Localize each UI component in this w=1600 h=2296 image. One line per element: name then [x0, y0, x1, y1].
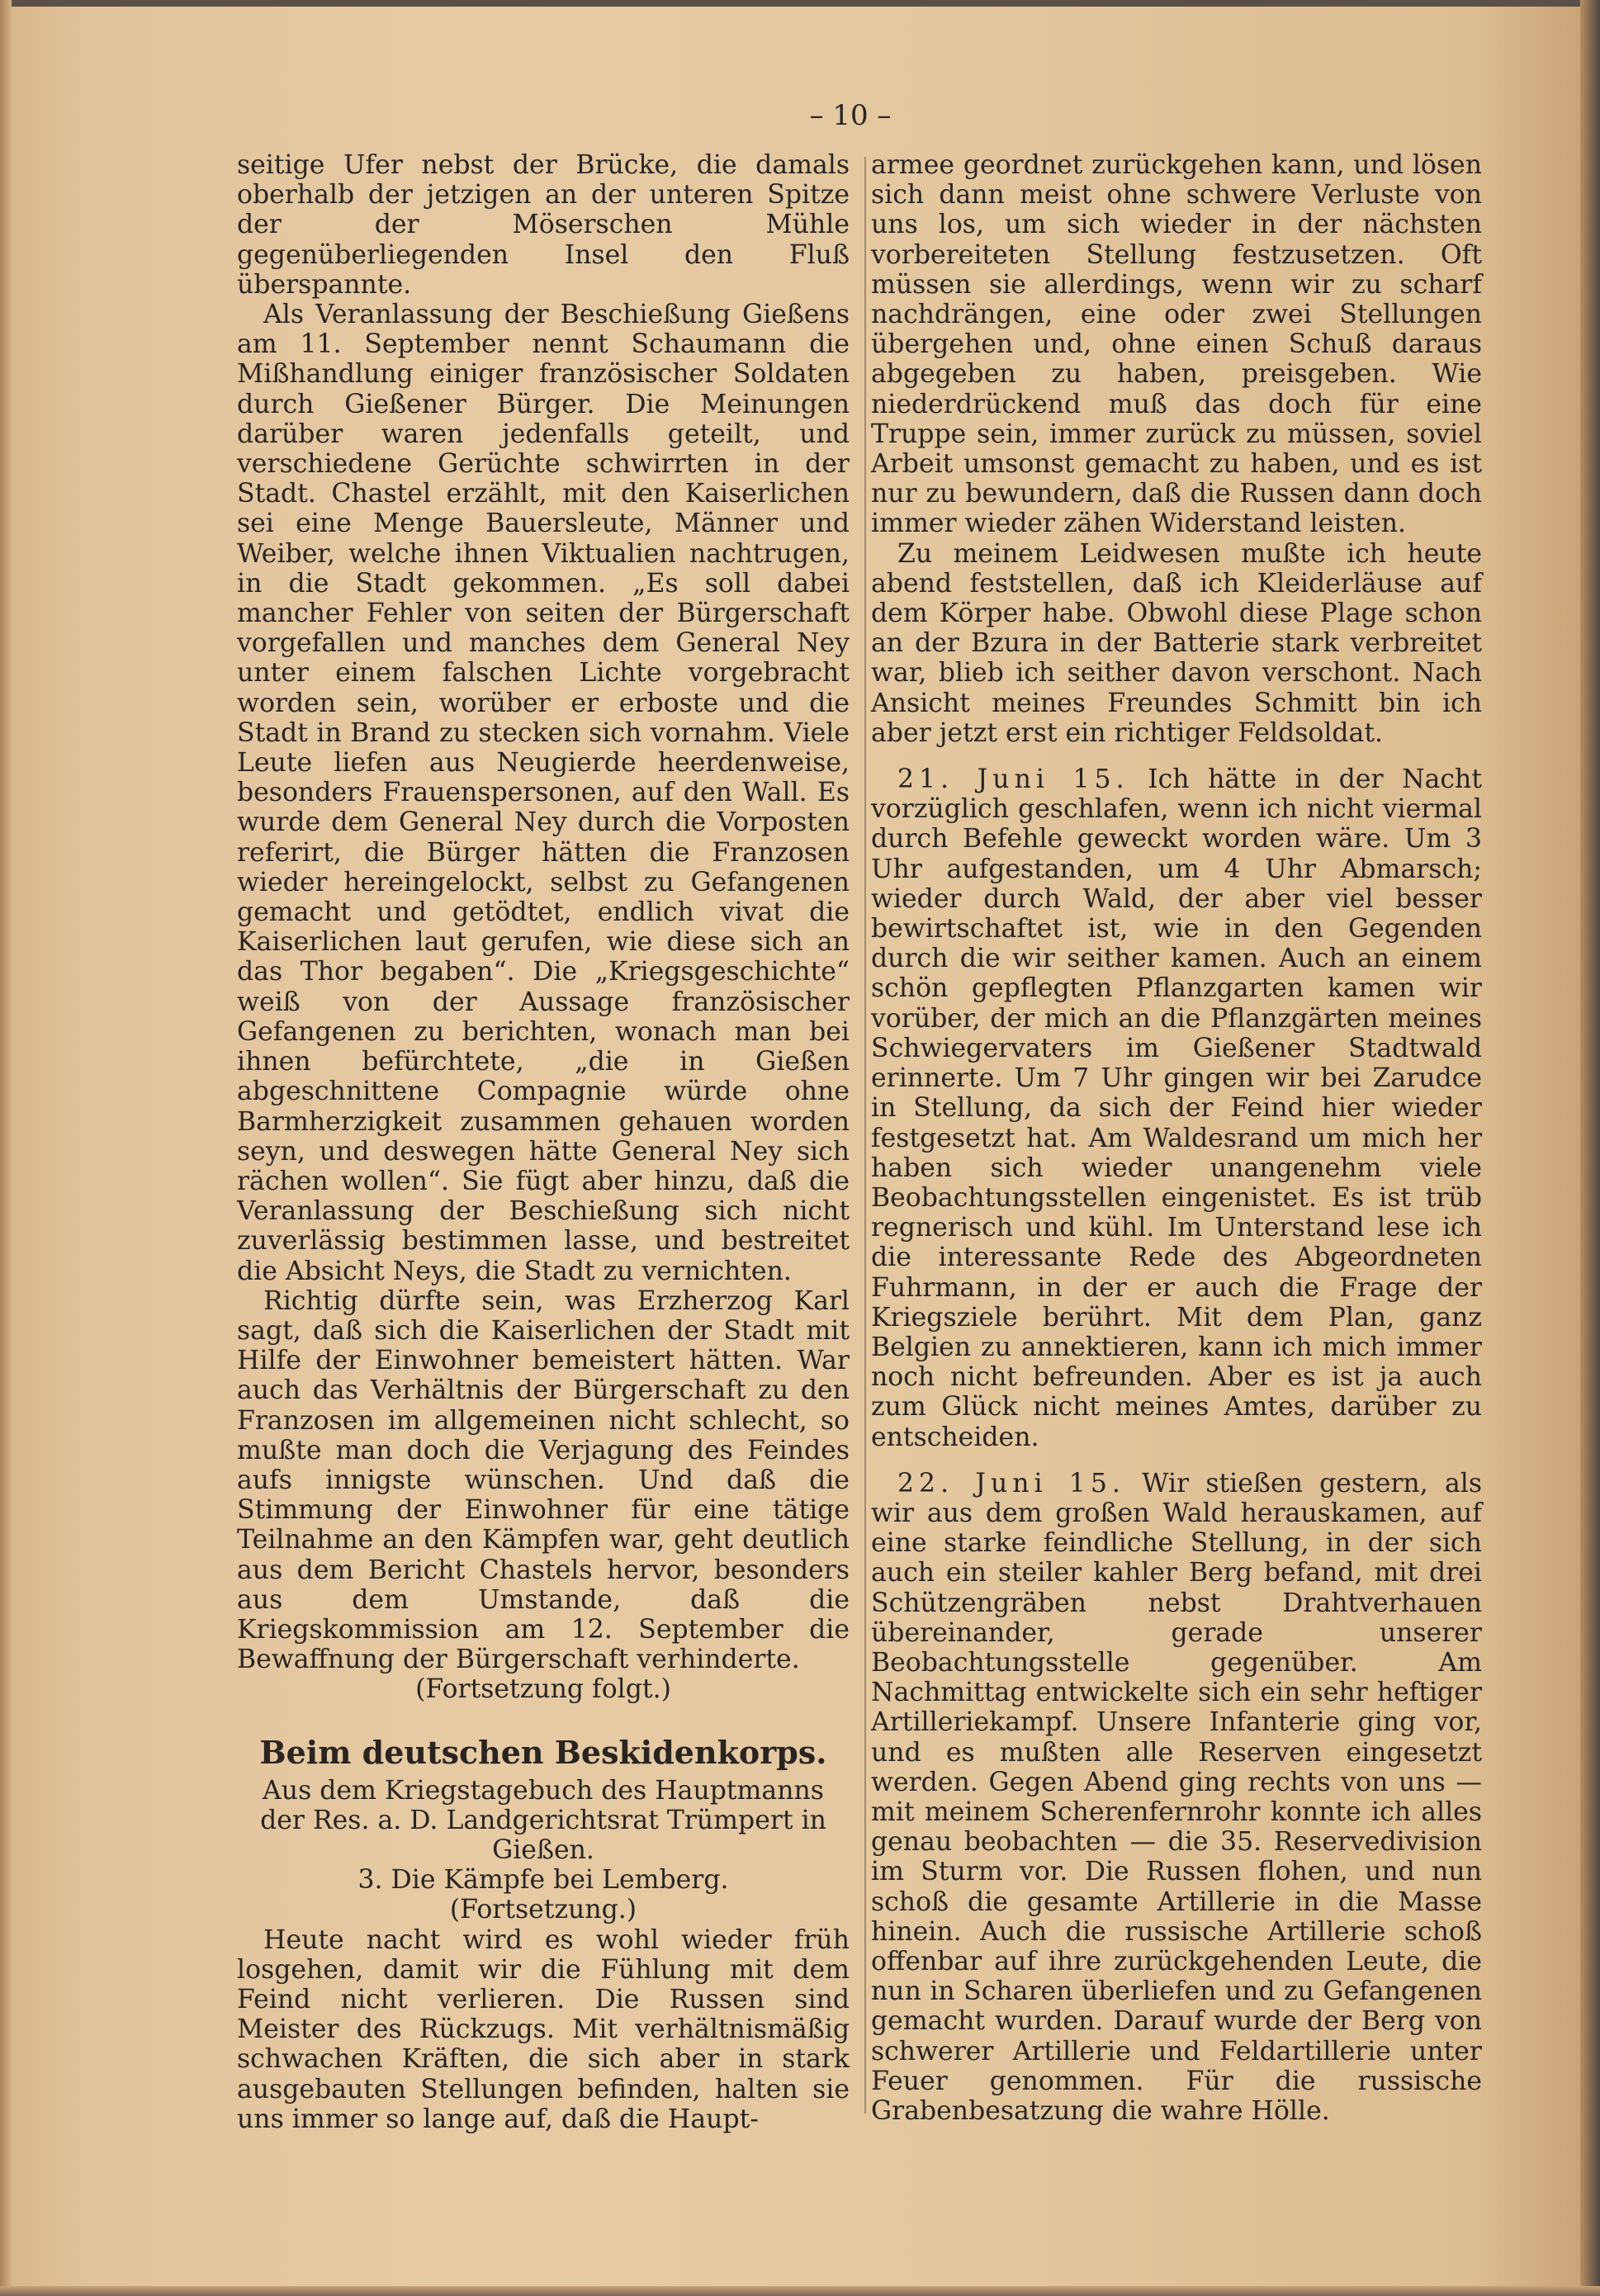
right-column	[871, 150, 1482, 2126]
right-paragraph-1: armee geordnet zurückgehen kann, und lösen sich dann meist ohne schwere Verluste von uns los, um sich wieder in der nächsten vorbereiteten Stellung festzusetzen. Oft müssen sie allerdings, wenn wir zu scharf nachdrängen, eine oder zwei Stellungen übergehen und, ohne einen Schuß daraus abgegeben zu haben, preisgeben. Wie niederdrückend muß das doch für eine Truppe sein, immer zurück zu müssen, soviel Arbeit umsonst gemacht zu haben, und es ist nur zu bewundern, daß die Russen dann doch immer wieder zähen Widerstand leisten.	[871, 150, 1482, 539]
left-paragraph-3: Richtig dürfte sein, was Erzherzog Karl sagt, daß sich die Kaiserlichen der Stadt mit Hilfe der Einwohner bemeistert hätten. War auch das Verhältnis der Bürgerschaft zu den Franzosen im allgemeinen nicht schlecht, so mußte man doch die Verjagung des Feindes aufs innigste wünschen. Und daß die Stimmung der Einwohner für eine tätige Teilnahme an den Kämpfen war, geht deutlich aus dem Bericht Chastels hervor, besonders aus dem Umstande, daß die Kriegskommission am 12. September die Bewaffnung der Bürgerschaft verhinderte.	[237, 1285, 850, 1675]
left-paragraph-2: Als Veranlassung der Beschießung Gießens am 11. September nennt Schaumann die Mißhandlung einiger französischer Soldaten durch Gießener Bürger. Die Meinungen darüber waren jedenfalls geteilt, und verschiedene Gerüchte schwirrten in der Stadt. Chastel erzählt, mit den Kaiserlichen sei eine Menge Bauersleute, Männer und Weiber, welche ihnen Viktualien nachtrugen, in die Stadt gekommen. „Es soll dabei mancher Fehler von seiten der Bürgerschaft vorgefallen und manches dem General Ney unter einem falschen Lichte vorgebracht worden sein, worüber er erboste und die Stadt in Brand zu stecken sich vornahm. Viele Leute liefen aus Neugierde heerdenweise, besonders Frauenspersonen, auf den Wall. Es wurde dem General Ney durch die Vorposten referirt, die Bürger hätten die Franzosen wieder hereingelockt, selbst zu Gefangenen gemacht und getödtet, endlich vivat die Kaiserlichen laut gerufen, wie diese sich an das Thor begaben“. Die „Kriegsgeschichte“ weiß von der Aussage französischer Gefangenen zu berichten, wonach man bei ihnen befürchtete, „die in Gießen abgeschnittene Compagnie würde ohne Barmherzigkeit zusammen gehauen worden seyn, und deswegen hätte General Ney sich rächen wollen“. Sie fügt aber hinzu, daß die Veranlassung der Beschießung sich nicht zuverlässig bestimmen lasse, und bestreitet die Absicht Neys, die Stadt zu vernichten.	[237, 300, 850, 1286]
diary-entry-21-june	[871, 765, 1482, 1452]
diary-text-22-june: Wir stießen gestern, als wir aus dem großen Wald herauskamen, auf eine starke feindliche Stellung, in der sich auch ein steiler kahler Berg befand, mit drei Schützengräben nebst Drahtverhauen übereinander, gerade unserer Beobachtungsstelle gegenüber. Am Nachmittag entwickelte sich ein sehr heftiger Artilleriekampf. Unsere Infanterie ging vor, und es mußten alle Reserven eingesetzt werden. Gegen Abend ging rechts von uns — mit meinem Scherenfernrohr konnte ich alles genau beobachten — die 35. Reservedivision im Sturm vor. Die Russen flohen, und nun schoß die gesamte Artillerie in die Masse hinein. Auch die russische Artillerie schoß offenbar auf ihre zurückgehenden Leute, die nun in Scharen überliefen und zu Gefangenen gemacht wurden. Darauf wurde der Berg von schwerer Artillerie und Feldartillerie unter Feuer genommen. Für die russische Grabenbesatzung die wahre Hölle.	[871, 1468, 1482, 2126]
section-continuation: (Fortsetzung.)	[449, 1895, 637, 1925]
column-divider	[864, 157, 866, 2114]
page-bottom-edge	[0, 2286, 1600, 2296]
page-number: – 10 –	[809, 99, 892, 132]
diary-text-21-june: Ich hätte in der Nacht vorzüglich geschlafen, wenn ich nicht viermal durch Befehle geweckt worden wäre. Um 3 Uhr aufgestanden, um 4 Uhr Abmarsch; wieder durch Wald, der aber viel besser bewirtschaftet ist, wie in den Gegenden durch die wir seither kamen. Auch an einem schön gepflegten Pflanzgarten kamen wir vorüber, der mich an die Pflanzgärten meines Schwiegervaters im Gießener Stadtwald erinnerte. Um 7 Uhr gingen wir bei Zarudce in Stellung, da sich der Feind hier wieder festgesetzt hat. Am Waldesrand um mich her haben sich wieder unangenehm viele Beobachtungsstellen eingenistet. Es ist trüb regnerisch und kühl. Im Unterstand lese ich die interessante Rede des Abgeordneten Fuhrmann, in der er auch die Frage der Kriegsziele berührt. Mit dem Plan, ganz Belgien zu annektieren, kann ich mich immer noch nicht befreunden. Aber es ist ja auch zum Glück nicht meines Amtes, darüber zu entscheiden.	[871, 765, 1483, 1452]
diary-entry-22-june	[871, 1469, 1482, 2126]
right-paragraph-2: Zu meinem Leidwesen mußte ich heute abend feststellen, daß ich Kleiderläuse auf dem Körper habe. Obwohl diese Plage schon an der Bzura in der Batterie stark verbreitet war, blieb ich seither davon verschont. Nach Ansicht meines Freundes Schmitt bin ich aber jetzt erst ein richtiger Feldsoldat.	[871, 538, 1482, 748]
page-top-edge	[0, 0, 1600, 7]
left-paragraph-1: seitige Ufer nebst der Brücke, die damals oberhalb der jetzigen an der unteren Spitze der der Möserschen Mühle gegenüberliegenden Insel den Fluß überspannte.	[237, 150, 850, 300]
article-headline: Beim deutschen Beskidenkorps.	[259, 1733, 827, 1771]
continuation-note: (Fortsetzung folgt.)	[415, 1674, 671, 1705]
page-binding-edge	[1580, 0, 1600, 2296]
article-byline: Aus dem Kriegstagebuch des Hauptmanns der Res. a. D. Landgerichtsrat Trümpert in Gießen.	[260, 1775, 826, 1865]
page-left-edge	[0, 0, 12, 2296]
diary-date-21-june: 21. Juni 15.	[897, 765, 1129, 795]
left-column	[237, 150, 850, 2134]
diary-date-22-june: 22. Juni 15.	[897, 1468, 1125, 1498]
left-paragraph-4: Heute nacht wird es wohl wieder früh losgehen, damit wir die Fühlung mit dem Feind nicht verlieren. Die Russen sind Meister des Rückzugs. Mit verhältnismäßig schwachen Kräften, die sich aber in stark ausgebauten Stellungen befinden, halten sie uns immer so lange auf, daß die Haupt-	[237, 1924, 850, 2134]
section-title: 3. Die Kämpfe bei Lemberg.	[357, 1865, 729, 1896]
